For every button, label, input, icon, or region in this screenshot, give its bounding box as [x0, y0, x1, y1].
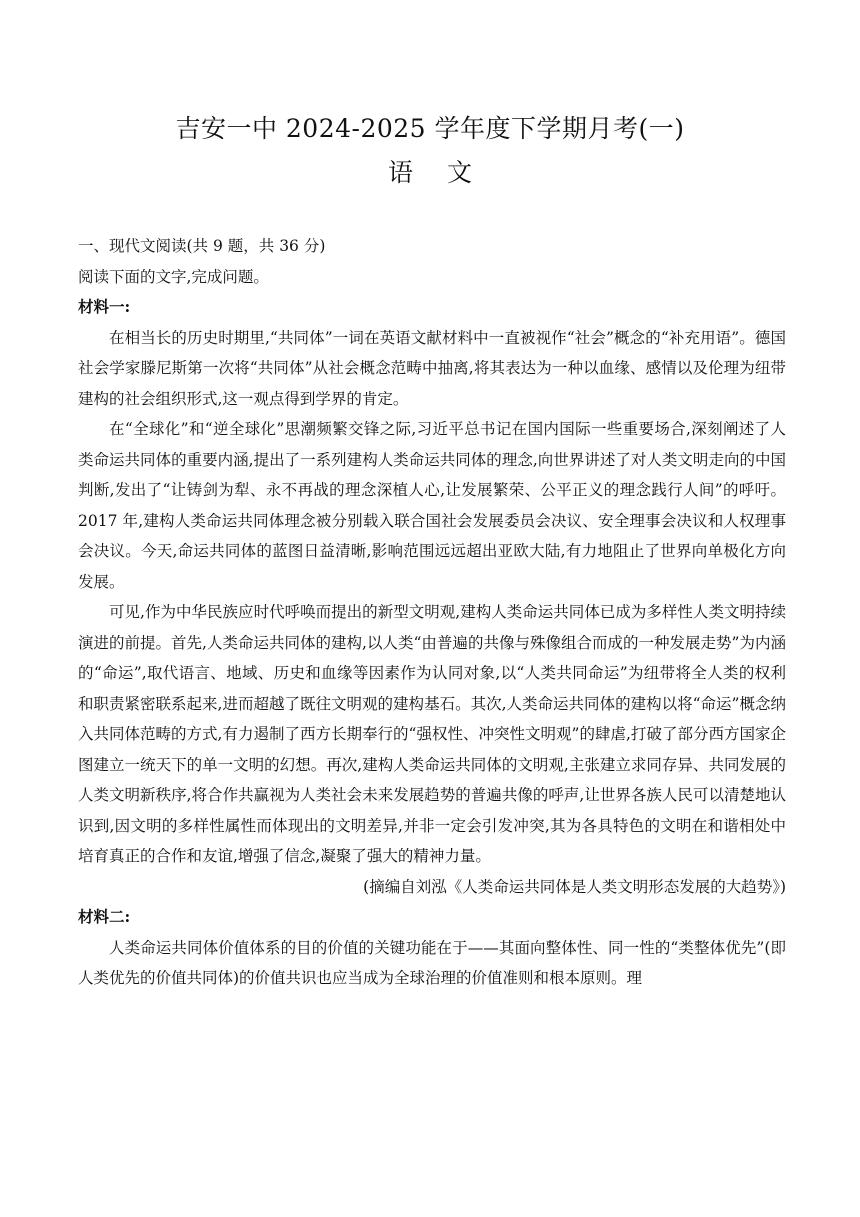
- exam-title: 吉安一中 2024-2025 学年度下学期月考(一): [175, 114, 685, 143]
- material-1-paragraph-1: 在相当长的历史时期里,“共同体”一词在英语文献材料中一直被视作“社会”概念的“补充用语”。德国社会学家滕尼斯第一次将“共同体”从社会概念范畴中抽离,将其表达为一种以血缘、感情以及伦理为纽带建构的社会组织形式,这一观点得到学界的肯定。: [78, 328, 786, 408]
- subject-title: [0, 156, 860, 190]
- section-heading: 一、现代文阅读(共 9 题，共 36 分): [78, 237, 326, 255]
- material-1-source: (摘编自刘泓《人类命运共同体是人类文明形态发展的大趋势》): [363, 877, 786, 896]
- subject-char-2: 文: [447, 158, 473, 187]
- subject-char-1: 语: [387, 158, 413, 187]
- exam-body: [78, 231, 786, 994]
- material-1-label: 材料一:: [78, 297, 131, 316]
- material-2-paragraph-1: 人类命运共同体价值体系的目的价值的关键功能在于——其面向整体性、同一性的“类整体优先”(即人类优先的价值共同体)的价值共识也应当成为全球治理的价值准则和根本原则。理: [78, 938, 786, 987]
- material-1-paragraph-3: 可见,作为中华民族应时代呼唤而提出的新型文明观,建构人类命运共同体已成为多样性人类文明持续演进的前提。首先,人类命运共同体的建构,以人类“由普遍的共像与殊像组合而成的一种发展走势”为内涵的“命运”,取代语言、地域、历史和血缘等因素作为认同对象,以“人类共同命运”为纽带将全人类的权利和职责紧密联系起来,进而超越了既往文明观的建构基石。其次,人类命运共同体的建构以将“命运”概念纳入共同体范畴的方式,有力遏制了西方长期奉行的“强权性、冲突性文明观”的肆虐,打破了部分西方国家企图建立一统天下的单一文明的幻想。再次,建构人类命运共同体的文明观,主张建立求同存异、共同发展的人类文明新秩序,将合作共赢视为人类社会未来发展趋势的普遍共像的呼声,让世界各族人民可以清楚地认识到,因文明的多样性属性而体现出的文明差异,并非一定会引发冲突,其为各具特色的文明在和谐相处中培育真正的合作和友谊,增强了信念,凝聚了强大的精神力量。: [78, 603, 786, 865]
- section-instruction: 阅读下面的文字,完成问题。: [78, 267, 269, 286]
- material-2-label: 材料二:: [78, 907, 131, 926]
- material-1-paragraph-2: 在“全球化”和“逆全球化”思潮频繁交锋之际,习近平总书记在国内国际一些重要场合,深刻阐述了人类命运共同体的重要内涵,提出了一系列建构人类命运共同体的理念,向世界讲述了对人类文明走向的中国判断,发出了“让铸剑为犁、永不再战的理念深植人心,让发展繁荣、公平正义的理念践行人间”的呼吁。2017 年,建构人类命运共同体理念被分别载入联合国社会发展委员会决议、安全理事会决议和人权理事会决议。今天,命运共同体的蓝图日益清晰,影响范围远远超出亚欧大陆,有力地阻止了世界向单极化方向发展。: [78, 420, 786, 591]
